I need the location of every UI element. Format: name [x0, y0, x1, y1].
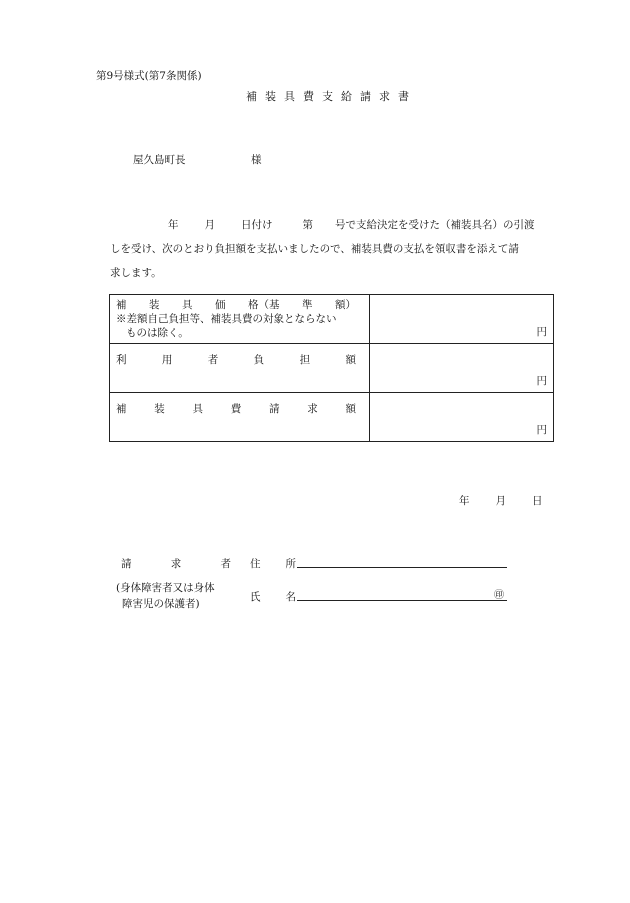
date-year: 年: [459, 495, 470, 507]
label-char: 額: [345, 354, 356, 366]
label-char: 具: [182, 299, 193, 311]
address-field[interactable]: [297, 567, 507, 568]
label-char: 用: [161, 354, 173, 366]
address-label: [250, 556, 296, 571]
label-char: 補: [116, 403, 127, 415]
form-number: 第9号様式(第7条関係): [96, 70, 202, 82]
claim-amount-value-field[interactable]: [370, 393, 554, 442]
label-char: 求: [170, 558, 182, 570]
label-char: 装: [149, 299, 160, 311]
note-line: (身体障害者又は身体: [116, 582, 215, 594]
claimant-label: [121, 556, 231, 571]
base-price-title: [116, 297, 356, 312]
base-price-note: [116, 312, 363, 340]
label-char: 補: [116, 299, 127, 311]
table-row: [110, 393, 554, 442]
yen-unit: 円: [536, 326, 547, 338]
name-label: [250, 589, 296, 604]
base-price-label: [110, 295, 370, 344]
date-day: 日: [532, 495, 543, 507]
seal-mark: ㊞: [494, 590, 504, 601]
statement-dated: 日付け: [241, 219, 273, 231]
label-char: 請: [121, 558, 132, 570]
statement-line1-rest: 号で支給決定を受けた（補装具名）の引渡: [335, 219, 535, 231]
amount-table: [109, 294, 554, 442]
label-char: 準: [302, 299, 313, 311]
statement-year: 年: [168, 219, 179, 231]
note-line: 障害児の保護者): [122, 598, 200, 610]
user-burden-label: [110, 344, 370, 393]
label-char: 住: [250, 558, 261, 570]
statement-month: 月: [204, 219, 215, 231]
user-burden-value-field[interactable]: [370, 344, 554, 393]
submission-date: [459, 493, 543, 508]
label-char: 者: [220, 558, 231, 570]
label-char: 格（基: [248, 299, 280, 311]
label-char: 具: [192, 403, 203, 415]
note-line: ものは除く。: [126, 327, 189, 339]
claim-amount-label: [110, 393, 370, 442]
label-char: 名: [285, 591, 296, 603]
label-char: 担: [299, 354, 311, 366]
label-char: 所: [285, 558, 296, 570]
label-char: 価: [215, 299, 226, 311]
label-char: 額: [345, 403, 356, 415]
label-char: 求: [307, 403, 318, 415]
label-char: 装: [154, 403, 165, 415]
label-char: 氏: [250, 591, 261, 603]
label-char: 費: [230, 403, 242, 415]
label-char: 額）: [335, 299, 356, 311]
date-month: 月: [495, 495, 506, 507]
base-price-value-field[interactable]: [370, 295, 554, 344]
request-statement: [110, 213, 556, 285]
name-field[interactable]: [297, 600, 507, 601]
table-row: [110, 295, 554, 344]
label-char: 負: [253, 354, 265, 366]
statement-line2: しを受け、次のとおり負担額を支払いましたので、補装具費の支払を領収書を添えて請: [110, 243, 519, 255]
addressee-honorific: 様: [251, 154, 262, 166]
yen-unit: 円: [536, 424, 547, 436]
statement-number-prefix: 第: [302, 219, 313, 231]
table-row: [110, 344, 554, 393]
document-title: 補装具費支給請求書: [246, 90, 417, 103]
label-char: 者: [207, 354, 219, 366]
statement-line3: 求します。: [110, 267, 162, 279]
label-char: 利: [116, 354, 127, 366]
note-line: ※差額自己負担等、補装具費の対象とならない: [116, 313, 337, 325]
addressee-name: 屋久島町長: [133, 154, 186, 166]
yen-unit: 円: [536, 375, 547, 387]
label-char: 請: [269, 403, 280, 415]
claimant-note: [116, 580, 215, 612]
